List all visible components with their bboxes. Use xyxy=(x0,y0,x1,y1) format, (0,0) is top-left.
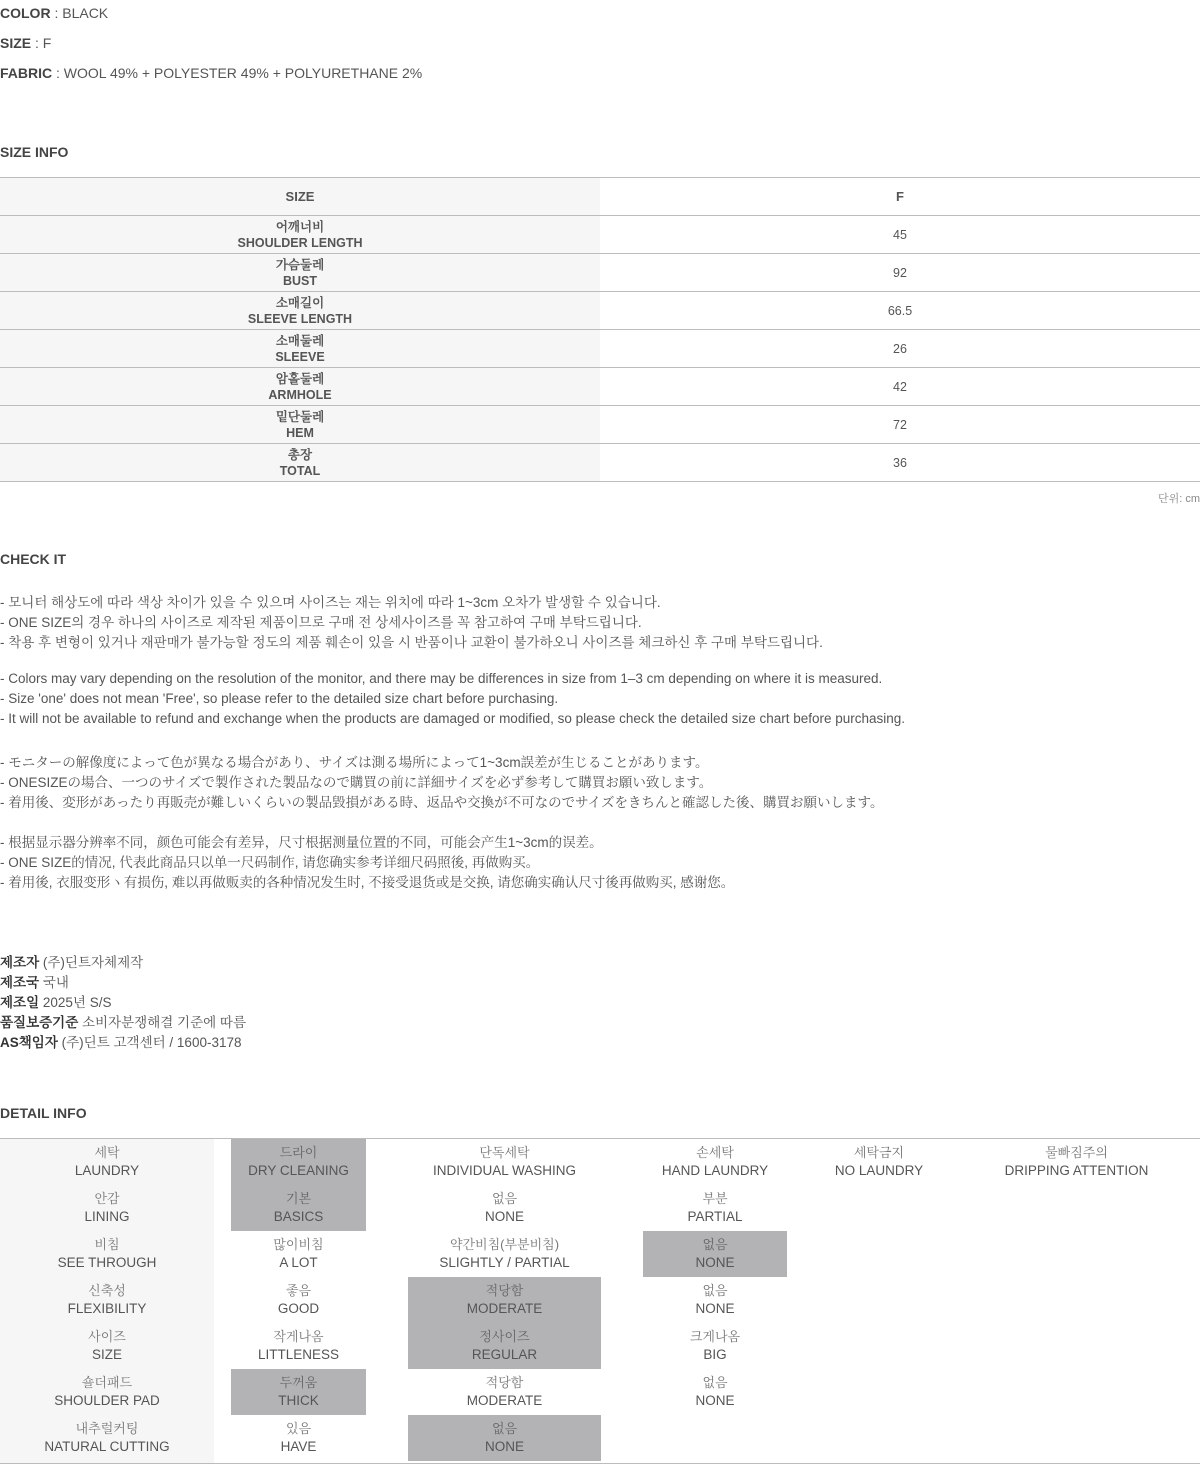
size-table-row xyxy=(0,216,1200,254)
detail-option xyxy=(408,1185,601,1231)
spec-size: SIZE : F xyxy=(0,35,52,51)
manufacturer-label: AS책임자 xyxy=(0,1035,58,1050)
detail-row-label-en: NATURAL CUTTING xyxy=(44,1439,170,1454)
detail-row-label xyxy=(0,1231,214,1277)
detail-option xyxy=(643,1369,787,1415)
detail-option-selected xyxy=(231,1185,366,1231)
size-table-header xyxy=(0,178,1200,216)
detail-row-label-ko: 안감 xyxy=(94,1191,120,1206)
detail-row-label-en: LINING xyxy=(84,1209,130,1224)
detail-row-label-ko: 숄더패드 xyxy=(81,1375,133,1390)
size-measure-label xyxy=(0,292,600,330)
detail-option xyxy=(231,1323,366,1369)
detail-option-selected xyxy=(408,1277,601,1323)
detail-row-label-ko: 비침 xyxy=(94,1237,120,1252)
detail-option-en: HAVE xyxy=(280,1439,317,1454)
spec-color: COLOR : BLACK xyxy=(0,5,109,21)
detail-option-selected-en: MODERATE xyxy=(466,1301,543,1316)
detail-option-en: MODERATE xyxy=(466,1393,543,1408)
size-measure-value: 42 xyxy=(600,368,1200,406)
size-table-row xyxy=(0,444,1200,482)
detail-option-selected-ko: 드라이 xyxy=(279,1145,318,1160)
check-it-line: - 모니터 해상도에 따라 색상 차이가 있을 수 있으며 사이즈는 재는 위치에 따라 1~3cm 오차가 발생할 수 있습니다. xyxy=(0,595,661,610)
detail-option-ko: 적당함 xyxy=(485,1375,524,1390)
detail-option xyxy=(408,1139,601,1185)
detail-row-label-en: FLEXIBILITY xyxy=(67,1301,147,1316)
size-measure-ko: 소매둘레 xyxy=(275,333,325,348)
detail-option-selected-ko: 적당함 xyxy=(485,1283,524,1298)
detail-option-ko: 단독세탁 xyxy=(479,1145,530,1160)
size-table xyxy=(0,177,1200,482)
size-table-row xyxy=(0,292,1200,330)
size-header-label: SIZE xyxy=(0,178,600,216)
size-measure-label xyxy=(0,444,600,482)
size-measure-ko: 암홀둘레 xyxy=(275,371,325,386)
detail-option-en: GOOD xyxy=(277,1301,320,1316)
detail-option-ko: 없음 xyxy=(702,1375,728,1390)
detail-option-selected-ko: 기본 xyxy=(285,1191,312,1206)
detail-info-table xyxy=(0,1138,1200,1464)
size-measure-label xyxy=(0,216,600,254)
size-measure-en: SHOULDER LENGTH xyxy=(237,235,363,250)
detail-option-selected-ko: 없음 xyxy=(702,1237,728,1252)
size-measure-ko: 소매길이 xyxy=(275,295,325,310)
size-measure-label xyxy=(0,406,600,444)
detail-option-selected xyxy=(231,1139,366,1185)
manufacturer-value: (주)딘트 고객센터 / 1600-3178 xyxy=(57,1035,242,1050)
detail-option-ko: 작게나옴 xyxy=(273,1329,324,1344)
check-it-line: - ONE SIZE的情况, 代表此商品只以单一尺码制作, 请您确实参考详细尺码照後, 再做购买。 xyxy=(0,855,540,870)
detail-option-en: A LOT xyxy=(279,1255,318,1270)
manufacturer-line xyxy=(0,951,143,971)
detail-option-selected xyxy=(408,1415,601,1461)
size-info-title: SIZE INFO xyxy=(0,144,69,160)
detail-option-en: SLIGHTLY / PARTIAL xyxy=(439,1255,570,1270)
detail-row-label xyxy=(0,1139,214,1185)
detail-option-selected-en: THICK xyxy=(278,1393,319,1408)
check-it-line: - Colors may vary depending on the resolution of the monitor, and there may be differences in size from 1–3 cm depending on where it is measured. xyxy=(0,671,883,686)
detail-option xyxy=(643,1185,787,1231)
size-measure-value: 36 xyxy=(600,444,1200,482)
check-it-line: - ONE SIZE의 경우 하나의 사이즈로 제작된 제품이므로 구매 전 상세사이즈를 꼭 참고하여 구매 부탁드립니다. xyxy=(0,615,642,630)
detail-info-title: DETAIL INFO xyxy=(0,1105,87,1121)
check-it-line: - ONESIZEの場合、一つのサイズで製作された製品なので購買の前に詳細サイズを必ず参考して購買お願い致します。 xyxy=(0,775,713,790)
detail-row-label-ko: 신축성 xyxy=(88,1283,126,1298)
size-measure-value: 45 xyxy=(600,216,1200,254)
manufacturer-line xyxy=(0,1011,246,1031)
detail-option xyxy=(643,1323,787,1369)
detail-option-selected-ko: 없음 xyxy=(491,1421,518,1436)
size-measure-label xyxy=(0,368,600,406)
detail-option-en: NONE xyxy=(484,1209,524,1224)
size-table-row xyxy=(0,330,1200,368)
check-it-line: - It will not be available to refund and exchange when the products are damaged or modified, so please check the detailed size chart before purchasing. xyxy=(0,711,906,726)
size-measure-en: TOTAL xyxy=(279,463,321,478)
detail-option-ko: 세탁금지 xyxy=(853,1145,905,1160)
detail-option-selected-ko: 정사이즈 xyxy=(479,1329,530,1344)
detail-option-ko: 좋음 xyxy=(285,1283,312,1298)
detail-row-label-ko: 내추럴커팅 xyxy=(75,1421,139,1436)
size-measure-value: 92 xyxy=(600,254,1200,292)
check-it-line: - モニターの解像度によって色が異なる場合があり、サイズは測る場所によって1~3cm誤差が生じることがあります。 xyxy=(0,755,709,770)
detail-option-en: BIG xyxy=(703,1347,727,1362)
check-it-line: - 着用後, 衣服变形ヽ有损伤, 难以再做贩卖的各种情况发生时, 不接受退货或是交换, 请您确实确认尺寸後再做购买, 感谢您。 xyxy=(0,875,735,890)
detail-option-selected-en: REGULAR xyxy=(471,1347,538,1362)
detail-row-label-en: SHOULDER PAD xyxy=(54,1393,160,1408)
manufacturer-value: 국내 xyxy=(39,975,69,990)
detail-row-label-en: SIZE xyxy=(91,1347,122,1362)
check-it-line: - 根据显示器分辨率不同，颜色可能会有差异，尺寸根据测量位置的不同，可能会产生1~3cm的误差。 xyxy=(0,835,603,850)
detail-option xyxy=(953,1139,1200,1185)
detail-option xyxy=(805,1139,953,1185)
detail-row-label-ko: 세탁 xyxy=(94,1145,120,1160)
detail-option-selected-ko: 두꺼움 xyxy=(279,1375,318,1390)
detail-option xyxy=(408,1231,601,1277)
manufacturer-label: 제조국 xyxy=(0,975,40,990)
check-it-line: - 착용 후 변형이 있거나 재판매가 불가능할 정도의 제품 훼손이 있을 시 반품이나 교환이 불가하오니 사이즈를 체크하신 후 구매 부탁드립니다. xyxy=(0,635,823,650)
detail-option xyxy=(643,1277,787,1323)
detail-row-label xyxy=(0,1415,214,1461)
manufacturer-label: 제조일 xyxy=(0,995,40,1010)
detail-option-selected-en: DRY CLEANING xyxy=(248,1163,349,1178)
detail-option-en: INDIVIDUAL WASHING xyxy=(432,1163,576,1178)
manufacturer-label: 제조자 xyxy=(0,955,40,970)
detail-option-en: DRIPPING ATTENTION xyxy=(1004,1163,1149,1178)
size-measure-en: HEM xyxy=(286,425,314,440)
size-measure-label xyxy=(0,330,600,368)
size-measure-label xyxy=(0,254,600,292)
detail-row-label-ko: 사이즈 xyxy=(88,1329,126,1344)
spec-fabric: FABRIC : WOOL 49% + POLYESTER 49% + POLYURETHANE 2% xyxy=(0,65,423,81)
size-measure-en: ARMHOLE xyxy=(268,387,332,402)
detail-option-ko: 많이비침 xyxy=(273,1237,324,1252)
detail-option-ko: 없음 xyxy=(702,1283,728,1298)
detail-option xyxy=(643,1139,787,1185)
check-it-line: - Size 'one' does not mean 'Free', so please refer to the detailed size chart before purchasing. xyxy=(0,691,559,706)
detail-row-label xyxy=(0,1185,214,1231)
size-measure-en: BUST xyxy=(282,273,318,288)
detail-option xyxy=(408,1369,601,1415)
size-measure-ko: 총장 xyxy=(287,447,313,462)
size-measure-value: 66.5 xyxy=(600,292,1200,330)
size-unit: 단위: cm xyxy=(1157,493,1200,505)
manufacturer-line xyxy=(0,991,111,1011)
size-measure-value: 26 xyxy=(600,330,1200,368)
manufacturer-value: 2025년 S/S xyxy=(39,995,112,1010)
detail-option-selected-en: NONE xyxy=(484,1439,524,1454)
size-measure-en: SLEEVE xyxy=(275,349,325,364)
detail-option xyxy=(231,1231,366,1277)
size-table-row xyxy=(0,254,1200,292)
detail-option-en: NO LAUNDRY xyxy=(834,1163,924,1178)
detail-option-ko: 있음 xyxy=(285,1421,312,1436)
detail-row-label xyxy=(0,1277,214,1323)
detail-option-en: NONE xyxy=(695,1393,735,1408)
detail-option-en: HAND LAUNDRY xyxy=(661,1163,769,1178)
detail-option-ko: 약간비침(부분비침) xyxy=(449,1237,560,1252)
detail-option-ko: 없음 xyxy=(491,1191,518,1206)
manufacturer-value: 소비자분쟁해결 기준에 따름 xyxy=(78,1015,246,1030)
size-measure-ko: 밑단둘레 xyxy=(275,409,325,424)
detail-option xyxy=(231,1277,366,1323)
detail-option xyxy=(231,1415,366,1461)
detail-option-selected xyxy=(408,1323,601,1369)
manufacturer-label: 품질보증기준 xyxy=(0,1015,79,1030)
detail-option-ko: 물빠짐주의 xyxy=(1045,1145,1108,1160)
detail-row-label xyxy=(0,1323,214,1369)
check-it-title: CHECK IT xyxy=(0,551,67,567)
size-measure-en: SLEEVE LENGTH xyxy=(247,311,353,326)
detail-option-en: PARTIAL xyxy=(687,1209,743,1224)
detail-row-label-en: LAUNDRY xyxy=(74,1163,140,1178)
detail-option-en: LITTLENESS xyxy=(257,1347,340,1362)
detail-option-selected-en: BASICS xyxy=(273,1209,324,1224)
detail-option-selected-en: NONE xyxy=(695,1255,735,1270)
detail-option-selected xyxy=(231,1369,366,1415)
size-table-row xyxy=(0,406,1200,444)
size-measure-value: 72 xyxy=(600,406,1200,444)
manufacturer-value: (주)딘트자체제작 xyxy=(39,955,144,970)
detail-option-ko: 손세탁 xyxy=(696,1145,734,1160)
size-measure-ko: 가슴둘레 xyxy=(275,257,325,272)
size-measure-ko: 어깨너비 xyxy=(275,219,325,234)
detail-option-en: NONE xyxy=(695,1301,735,1316)
detail-option-selected xyxy=(643,1231,787,1277)
detail-row-label-en: SEE THROUGH xyxy=(57,1255,157,1270)
check-it-line: - 着用後、変形があったり再販売が難しいくらいの製品毀損がある時、返品や交換が不可なのでサイズをきちんと確認した後、購買お願いします。 xyxy=(0,795,884,810)
detail-option-ko: 크게나옴 xyxy=(689,1329,741,1344)
size-table-row xyxy=(0,368,1200,406)
detail-row-label xyxy=(0,1369,214,1415)
manufacturer-line xyxy=(0,1031,241,1051)
size-header-value: F xyxy=(600,178,1200,216)
manufacturer-line xyxy=(0,971,69,991)
detail-option-ko: 부분 xyxy=(702,1191,728,1206)
